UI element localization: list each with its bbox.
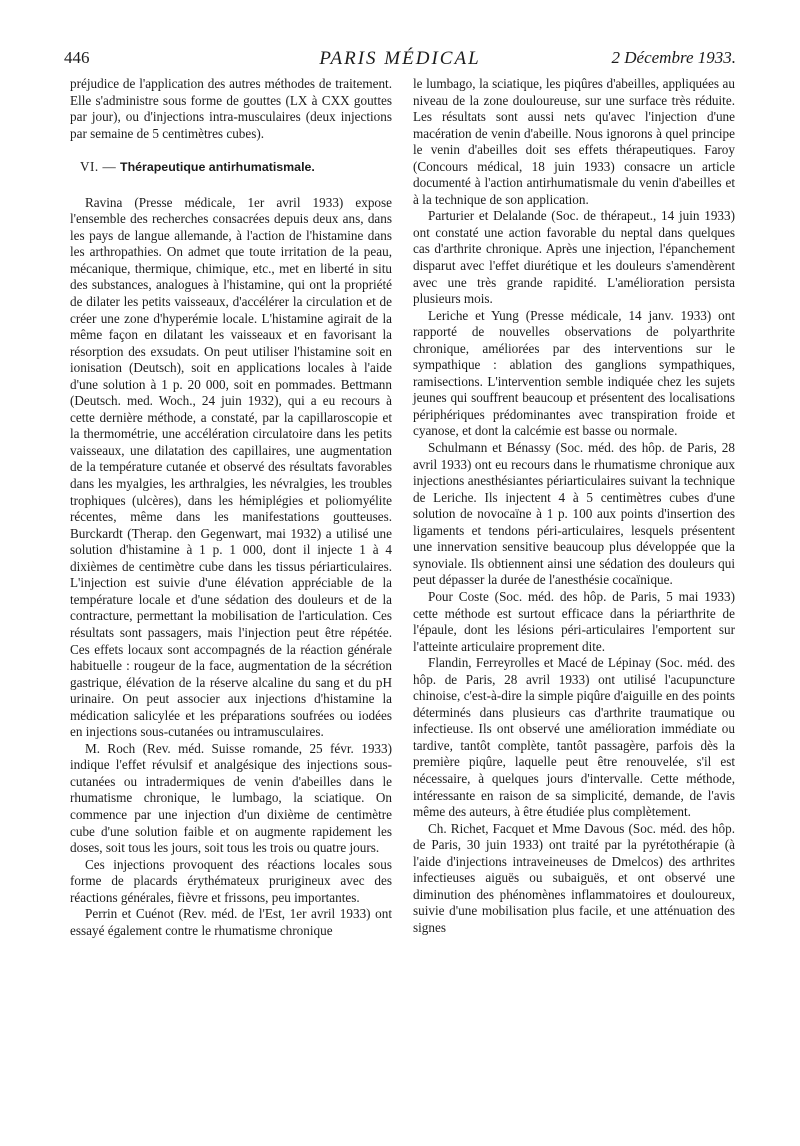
left-column [70, 76, 392, 939]
paragraph-flandin: Flandin, Ferreyrolles et Macé de Lépinay (Soc. méd. des hôp. de Paris, 28 avril 1933) ont utilisé l'acupuncture chinoise, c'est-à-dire la simple piqûre d'aiguille en des points déterminés dans plusieurs cas d'arthrite traumatique ou infectieuse. Ils ont observé une amélioration immédiate ou tardive, tantôt complète, tantôt passagère, parfois dès la première piqûre, laquelle peut être renouvelée, s'il est nécessaire, à quelques jours d'intervalle. Cette méthode, intéressante en raison de sa simplicité, demande, de l'avis même des auteurs, à être étudiée plus complètement. [413, 655, 735, 820]
section-title: Thérapeutique antirhumatismale. [120, 160, 315, 175]
issue-date: 2 Décembre 1933. [611, 48, 736, 67]
paragraph-leriche: Leriche et Yung (Presse médicale, 14 janv. 1933) ont rapporté de nouvelles observations de polyarthrite chronique, améliorées par des interventions sur le sympathique : ablation des ganglions sympathiques, ramisections. L'intervention semble indiquée chez les sujets jeunes qui souffrent beaucoup et présentent des localisations périphériques prédominantes avec transpiration froide et cyanose, et dont la calcémie est basse ou normale. [413, 307, 735, 439]
paragraph-richet: Ch. Richet, Facquet et Mme Davous (Soc. méd. des hôp. de Paris, 30 juin 1933) ont traité par la pyrétothérapie (à l'aide d'injections intraveineuses de Dmelcos) des arthrites infectieuses aiguës ou subaiguës, et ont observé une diminution des phénomènes inflammatoires et douloureux, suivie d'une mobilisation plus facile, et une atténuation des signes [413, 820, 735, 935]
paragraph-ravina: Ravina (Presse médicale, 1er avril 1933) expose l'ensemble des recherches consacrées depuis deux ans, dans les pays de langue allemande, à l'action de l'histamine dans les arthropathies. On admet que toute irritation de la peau, mécanique, thermique, chimique, etc., met en liberté in situ des substances, analogues à l'histamine, qui ont la propriété de dilater les petits vaisseaux, d'accélérer la circulation et de créer une zone d'hyperémie locale. L'histamine agirait de la même façon en dilatant les vaisseaux et en favorisant la résorption des exsudats. On peut utiliser l'histamine soit en ionisation (Deutsch), soit en applications locales à l'aide d'une solution à 1 p. 20 000, soit en pommades. Bettmann (Deutsch. med. Woch., 24 juin 1932), qui a eu recours à cette dernière méthode, a constaté, par la capillaroscopie et la thermométrie, une accélération circulatoire dans les petits vaisseaux, une dilatation des capillaires, une augmentation de la température cutanée et observé des résultats favorables dans les myalgies, les arthralgies, les névralgies, les troubles trophiques (ulcères), dans les hémiplégies et poliomyélite récentes, même dans les manifestations goutteuses. Burckardt (Therap. den Gegenwart, mai 1932) a utilisé une solution d'histamine à 1 p. 1 000, dont il injecte 1 à 4 dixièmes de centimètre cube dans les tissus périarticulaires. L'injection est suivie d'une élévation appréciable de la température locale et d'une sédation des douleurs et de la contracture, permettant la mobilisation de l'articulation. Ces résultats sont passagers, mais l'injection peut être répétée. Ces effets locaux sont accompagnés de la réaction générale habituelle : rougeur de la face, augmentation de la sécrétion gastrique, élévation de la réserve alcaline du sang et du pH urinaire. On peut associer aux injections d'histamine la médication salicylée et les préparations soufrées ou iodées en injections sous-cutanées ou intramusculaires. [70, 194, 392, 740]
section-heading [70, 159, 392, 176]
paragraph-roch: M. Roch (Rev. méd. Suisse romande, 25 févr. 1933) indique l'effet révulsif et analgésique des injections sous-cutanées ou intradermiques de venin d'abeilles dans le rhumatisme chronique, le lumbago, la sciatique. On commence par une injection d'un dixième de centimètre cube d'une solution faible et on augmente rapidement les doses, soit tous les jours, soit tous les trois ou quatre jours. [70, 740, 392, 856]
paragraph-continued: le lumbago, la sciatique, les piqûres d'abeilles, appliquées au niveau de la zone douloureuse, sur une surface très réduite. Les résultats sont aussi nets qu'avec l'injection d'une macération de venin d'abeille. Nous ignorons à quel principe le venin d'abeilles doit ses effets thérapeutiques. Faroy (Concours médical, 18 juin 1933) consacre un article documenté à l'action antirhumatismale du venin d'abeilles et à la technique de son application. [413, 76, 735, 207]
paragraph-coste: Pour Coste (Soc. méd. des hôp. de Paris, 5 mai 1933) cette méthode est surtout efficace dans la périarthrite de l'épaule, dont les lésions péri-articulaires l'emportent sur l'atteinte articulaire proprement dite. [413, 588, 735, 654]
page-number: 446 [64, 48, 90, 67]
paragraph-schulmann: Schulmann et Bénassy (Soc. méd. des hôp. de Paris, 28 avril 1933) ont eu recours dans le rhumatisme chronique aux injections anesthésiantes périarticulaires suivant la technique de Leriche. Ils injectent 4 à 5 centimètres cubes d'une solution de novocaïne à 1 p. 100 aux points d'insertion des ligaments et tendons péri-articulaires, lesquels présentent une innervation sensitive beaucoup plus développée que la synoviale. Ils obtiennent ainsi une sédation des douleurs qui peut dépasser la durée de l'anesthésie cocaïnique. [413, 440, 735, 588]
page-header [64, 48, 736, 74]
right-column [413, 76, 735, 936]
paragraph-parturier: Parturier et Delalande (Soc. de thérapeut., 14 juin 1933) ont constaté une action favorable du neptal dans quelques cas d'arthrite chronique. Après une injection, l'épanchement disparut avec l'effet diurétique et les douleurs s'amendèrent avec une très grande rapidité. L'amélioration persista plusieurs mois. [413, 208, 735, 307]
journal-title: PARIS MÉDICAL [319, 48, 481, 69]
paragraph-perrin: Perrin et Cuénot (Rev. méd. de l'Est, 1er avril 1933) ont essayé également contre le rhumatisme chronique [70, 906, 392, 938]
section-number: VI. — [80, 159, 120, 175]
paragraph-reactions: Ces injections provoquent des réactions locales sous forme de placards érythémateux prurigineux avec des réactions générales, fièvre et frissons, peu importantes. [70, 856, 392, 905]
paragraph-intro: préjudice de l'application des autres méthodes de traitement. Elle s'administre sous forme de gouttes (LX à CXX gouttes par jour), ou d'injections intra-musculaires (deux injections par semaine de 5 centimètres cubes). [70, 76, 392, 141]
